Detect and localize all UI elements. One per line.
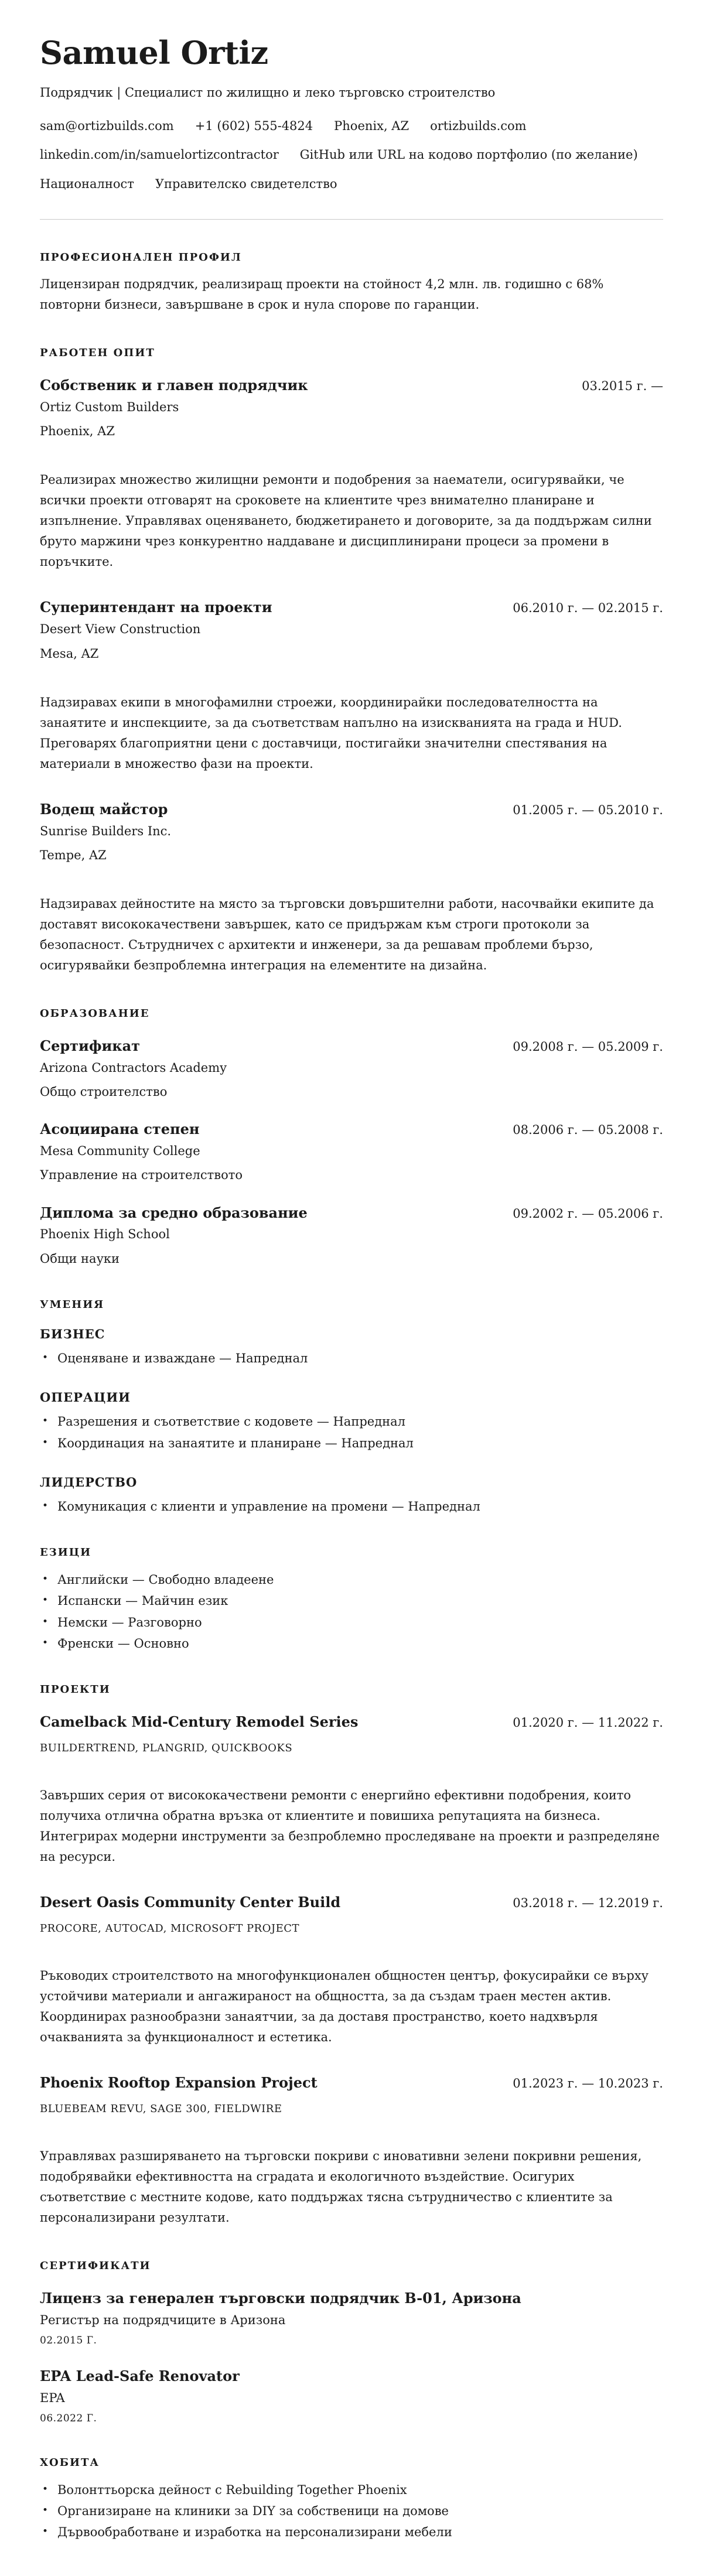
profile-summary: Лицензиран подрядчик, реализиращ проекти на стойност 4,2 млн. лв. годишно с 68% повторни бизнеси, завършване в срок и нула спорове по гаранции. <box>40 277 604 312</box>
education-degree: Асоциирана степен <box>40 1120 200 1138</box>
certificate-name: Лиценз за генерален търговски подрядчик B-01, Аризона <box>40 2289 521 2307</box>
section-skills <box>40 1299 663 1515</box>
person-headline: Подрядчик | Специалист по жилищно и леко търговско строителство <box>40 85 496 100</box>
contact-portfolio-placeholder: GitHub или URL на кодово портфолио (по желание) <box>299 148 638 162</box>
skill-group-leadership: ЛИДЕРСТВО <box>40 1474 138 1489</box>
skill-list-operations <box>40 1414 663 1451</box>
language-list <box>40 1572 663 1652</box>
project-entry-head <box>40 2075 663 2092</box>
section-profile <box>40 251 663 316</box>
project-dates: 01.2020 г. — 11.2022 г. <box>513 1715 663 1730</box>
project-description: Завърших серия от висококачествени ремонти с енергийно ефективни подобрения, които получиха отлична обратна връзка от клиентите и повишиха репутацията на бизнеса. Интегрирах модерни инструменти за безпроблемно проследяване на проекти и разпределяне на ресурси. <box>40 1788 660 1864</box>
contact-info <box>40 118 663 192</box>
project-entry-head <box>40 1894 663 1911</box>
skill-item: • Координация на занаятите и планиране — Напреднал <box>40 1436 663 1451</box>
contact-phone: +1 (602) 555-4824 <box>194 118 313 133</box>
job-description: Реализирах множество жилищни ремонти и подобрения за наематели, осигурявайки, че всички проекти отговарят на сроковете на клиентите чрез внимателно планиране и изпълнение. Управлявах оценяването, бюджетирането и договорите, за да поддържам силни бруто маржини чрез конкурентно наддаване и дисциплинирани процеси за промени в поръчките. <box>40 473 652 569</box>
job-entry-head <box>40 599 663 616</box>
section-title-hobbies: ХОБИТА <box>40 2457 100 2469</box>
job-dates: 06.2010 г. — 02.2015 г. <box>513 601 663 616</box>
project-entry <box>40 1894 663 2048</box>
education-field: Общо строителство <box>40 1084 168 1099</box>
education-school: Arizona Contractors Academy <box>40 1060 227 1075</box>
job-entry <box>40 801 663 976</box>
certificate-date: 02.2015 Г. <box>40 2334 97 2346</box>
skill-list-business <box>40 1351 663 1366</box>
job-company: Ortiz Custom Builders <box>40 399 179 414</box>
certificate-issuer: Регистър на подрядчиците в Аризона <box>40 2312 286 2327</box>
section-title-skills: УМЕНИЯ <box>40 1299 105 1311</box>
contact-email: sam@ortizbuilds.com <box>40 118 174 133</box>
section-title-experience: РАБОТЕН ОПИТ <box>40 347 155 360</box>
job-dates: 01.2005 г. — 05.2010 г. <box>513 802 663 817</box>
language-item: • Английски — Свободно владеене <box>40 1572 663 1588</box>
contact-location: Phoenix, AZ <box>334 118 409 133</box>
section-title-projects: ПРОЕКТИ <box>40 1683 111 1696</box>
job-entry <box>40 599 663 774</box>
project-entry <box>40 1714 663 1867</box>
education-degree: Диплома за средно образование <box>40 1204 308 1221</box>
certificate-issuer: EPA <box>40 2390 65 2405</box>
job-dates: 03.2015 г. — <box>582 379 663 394</box>
project-dates: 01.2023 г. — 10.2023 г. <box>513 2076 663 2091</box>
education-dates: 08.2006 г. — 05.2008 г. <box>513 1123 663 1137</box>
education-school: Mesa Community College <box>40 1144 200 1159</box>
project-entry-head <box>40 1714 663 1731</box>
contact-linkedin: linkedin.com/in/samuelortizcontractor <box>40 148 279 162</box>
section-title-languages: ЕЗИЦИ <box>40 1546 92 1559</box>
project-dates: 03.2018 г. — 12.2019 г. <box>513 1895 663 1910</box>
skill-item: • Комуникация с клиенти и управление на промени — Напреднал <box>40 1499 663 1515</box>
certificate-entry <box>40 2290 663 2347</box>
job-title: Суперинтендант на проекти <box>40 599 272 616</box>
contact-driving-license-placeholder: Управителско свидетелство <box>155 176 337 191</box>
skill-list-leadership <box>40 1499 663 1515</box>
job-location: Tempe, AZ <box>40 848 107 862</box>
certificate-name: EPA Lead-Safe Renovator <box>40 2367 240 2385</box>
contact-row-2 <box>40 147 663 163</box>
education-degree: Сертификат <box>40 1037 141 1054</box>
job-company: Sunrise Builders Inc. <box>40 824 172 838</box>
project-tools: PROCORE, AUTOCAD, MICROSOFT PROJECT <box>40 1922 300 1935</box>
section-languages <box>40 1546 663 1652</box>
section-title-profile: ПРОФЕСИОНАЛЕН ПРОФИЛ <box>40 251 242 264</box>
education-entry <box>40 1038 663 1100</box>
section-title-certificates: СЕРТИФИКАТИ <box>40 2260 151 2273</box>
job-title: Водещ майстор <box>40 800 168 818</box>
hobby-item: • Волонттьорска дейност с Rebuilding Together Phoenix <box>40 2482 663 2498</box>
hobby-list <box>40 2482 663 2541</box>
certificate-entry <box>40 2368 663 2425</box>
job-location: Phoenix, AZ <box>40 424 115 439</box>
contact-row-1 <box>40 118 663 134</box>
section-experience <box>40 347 663 976</box>
section-education <box>40 1007 663 1267</box>
job-entry-head <box>40 377 663 394</box>
project-name: Desert Oasis Community Center Build <box>40 1893 341 1911</box>
education-school: Phoenix High School <box>40 1227 170 1242</box>
project-tools: BUILDERTREND, PLANGRID, QUICKBOOKS <box>40 1741 293 1754</box>
section-projects <box>40 1683 663 2228</box>
contact-nationality-placeholder: Националност <box>40 176 134 191</box>
project-description: Ръководих строителството на многофункционален общностен център, фокусирайки се върху устойчиви материали и ангажираност на общността, за да създам траен местен актив. Координирах разнообразни занаятчии, за да доставя пространство, което надхвърля очакванията за функционалност и естетика. <box>40 1969 649 2045</box>
project-name: Camelback Mid-Century Remodel Series <box>40 1713 359 1730</box>
project-entry <box>40 2075 663 2228</box>
section-title-education: ОБРАЗОВАНИЕ <box>40 1007 150 1020</box>
skill-group-business: БИЗНЕС <box>40 1326 105 1341</box>
project-description: Управлявах разширяването на търговски покриви с иновативни зелени покривни решения, подобрявайки ефективността на сградата и екологичното въздействие. Осигурих съответствие с местните кодове, като поддържах тясна сътрудничество с клиентите за персонализирани резултати. <box>40 2149 642 2225</box>
job-title: Собственик и главен подрядчик <box>40 377 308 394</box>
education-entry <box>40 1121 663 1183</box>
job-entry <box>40 377 663 572</box>
contact-row-3 <box>40 176 663 192</box>
language-item: • Френски — Основно <box>40 1636 663 1652</box>
resume-header <box>40 36 663 192</box>
person-name: Samuel Ortiz <box>40 34 268 71</box>
certificate-date: 06.2022 Г. <box>40 2413 97 2425</box>
language-item: • Испански — Майчин език <box>40 1593 663 1609</box>
job-company: Desert View Construction <box>40 622 201 637</box>
education-field: Управление на строителството <box>40 1168 243 1183</box>
project-name: Phoenix Rooftop Expansion Project <box>40 2074 318 2092</box>
contact-website: ortizbuilds.com <box>430 118 527 133</box>
job-description: Надзиравах екипи в многофамилни строежи, координирайки последователността на занаятите и инспекциите, за да съответствам напълно на изискванията на града и HUD. Преговарях благоприятни цени с доставчици, постигайки значителни спестявания на материали в множество фази на проекти. <box>40 695 622 771</box>
skill-item: • Оценяване и изваждане — Напреднал <box>40 1351 663 1366</box>
skill-item: • Разрешения и съответствие с кодовете — Напреднал <box>40 1414 663 1430</box>
education-field: Общи науки <box>40 1251 120 1266</box>
education-entry-head <box>40 1205 663 1222</box>
education-entry-head <box>40 1038 663 1055</box>
project-tools: BLUEBEAM REVU, SAGE 300, FIELDWIRE <box>40 2102 282 2115</box>
hobby-item: • Дървообработване и изработка на персонализирани мебели <box>40 2524 663 2540</box>
language-item: • Немски — Разговорно <box>40 1615 663 1631</box>
job-description: Надзиравах дейностите на място за търговски довършителни работи, насочвайки екипите да доставят висококачествени завършек, като се придържам към строги протоколи за безопасност. Сътрудничех с архитекти и инженери, за да решавам проблеми бързо, осигурявайки безпроблемна интеграция на елементите на дизайна. <box>40 897 654 973</box>
hobby-item: • Организиране на клиники за DIY за собственици на домове <box>40 2503 663 2519</box>
education-dates: 09.2008 г. — 05.2009 г. <box>513 1039 663 1054</box>
education-entry <box>40 1205 663 1267</box>
job-location: Mesa, AZ <box>40 646 99 661</box>
header-divider <box>40 219 663 220</box>
education-dates: 09.2002 г. — 05.2006 г. <box>513 1206 663 1221</box>
section-hobbies <box>40 2457 663 2540</box>
section-certificates <box>40 2260 663 2425</box>
education-entry-head <box>40 1121 663 1138</box>
skill-group-operations: ОПЕРАЦИИ <box>40 1390 131 1405</box>
job-entry-head <box>40 801 663 818</box>
